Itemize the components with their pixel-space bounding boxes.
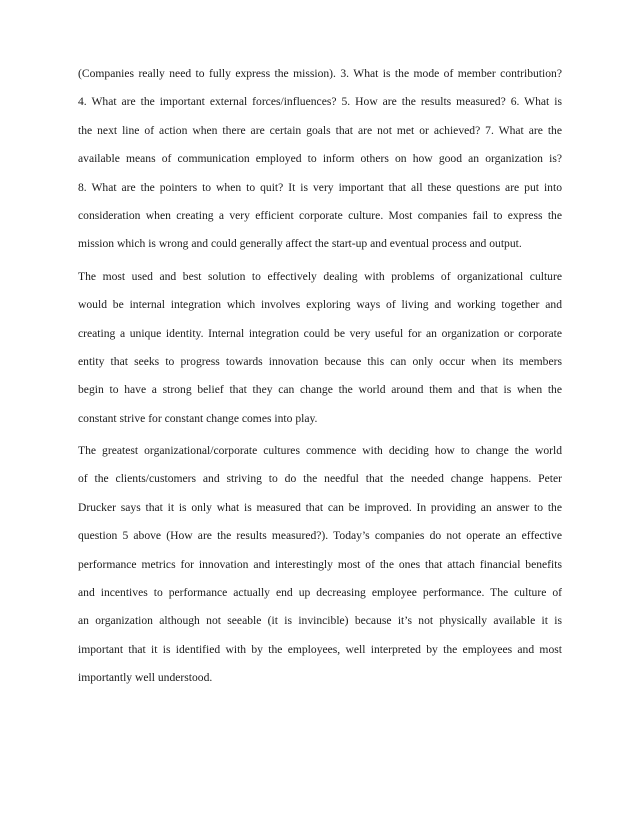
text-line: an organization although not seeable (it is invincible) because it’s not physically available it is: [78, 614, 562, 628]
text-line: consideration when creating a very efficient corporate culture. Most companies fail to express the: [78, 208, 562, 222]
text-line: question 5 above (How are the results measured?). Today’s companies do not operate an effective: [78, 529, 562, 543]
text-line: entity that seeks to progress towards innovation because this can only occur when its members: [78, 354, 562, 368]
text-line: The most used and best solution to effectively dealing with problems of organizational culture: [78, 269, 562, 283]
text-line: and incentives to performance actually end up decreasing employee performance. The culture of: [78, 586, 562, 600]
text-line: The greatest organizational/corporate cultures commence with deciding how to change the world: [78, 444, 562, 458]
text-line: 4. What are the important external forces/influences? 5. How are the results measured? 6. What is: [78, 95, 562, 109]
text-line: available means of communication employed to inform others on how good an organization is?: [78, 152, 562, 166]
text-line: constant strive for constant change comes into play.: [78, 411, 318, 425]
paragraph-3: [78, 437, 562, 693]
paragraph-2: [78, 263, 562, 433]
body-text: [78, 60, 562, 697]
text-line: of the clients/customers and striving to do the needful that the needed change happens. Peter: [78, 472, 562, 486]
text-line: important that it is identified with by the employees, well interpreted by the employees and most: [78, 642, 562, 656]
text-line: begin to have a strong belief that they can change the world around them and that is when the: [78, 383, 562, 397]
text-line: 8. What are the pointers to when to quit? It is very important that all these questions are put into: [78, 180, 562, 194]
text-line: importantly well understood.: [78, 671, 213, 685]
text-line: Drucker says that it is only what is measured that can be improved. In providing an answer to the: [78, 500, 562, 514]
paragraph-1: [78, 60, 562, 259]
text-line: creating a unique identity. Internal integration could be very useful for an organization or corporate: [78, 326, 562, 340]
text-line: (Companies really need to fully express the mission). 3. What is the mode of member contribution?: [78, 67, 562, 80]
text-line: would be internal integration which involves exploring ways of living and working together and: [78, 298, 562, 312]
text-line: mission which is wrong and could generally affect the start-up and eventual process and output.: [78, 237, 522, 251]
text-line: the next line of action when there are certain goals that are not met or achieved? 7. What are the: [78, 123, 562, 137]
text-line: performance metrics for innovation and interestingly most of the ones that attach financial benefits: [78, 557, 562, 571]
